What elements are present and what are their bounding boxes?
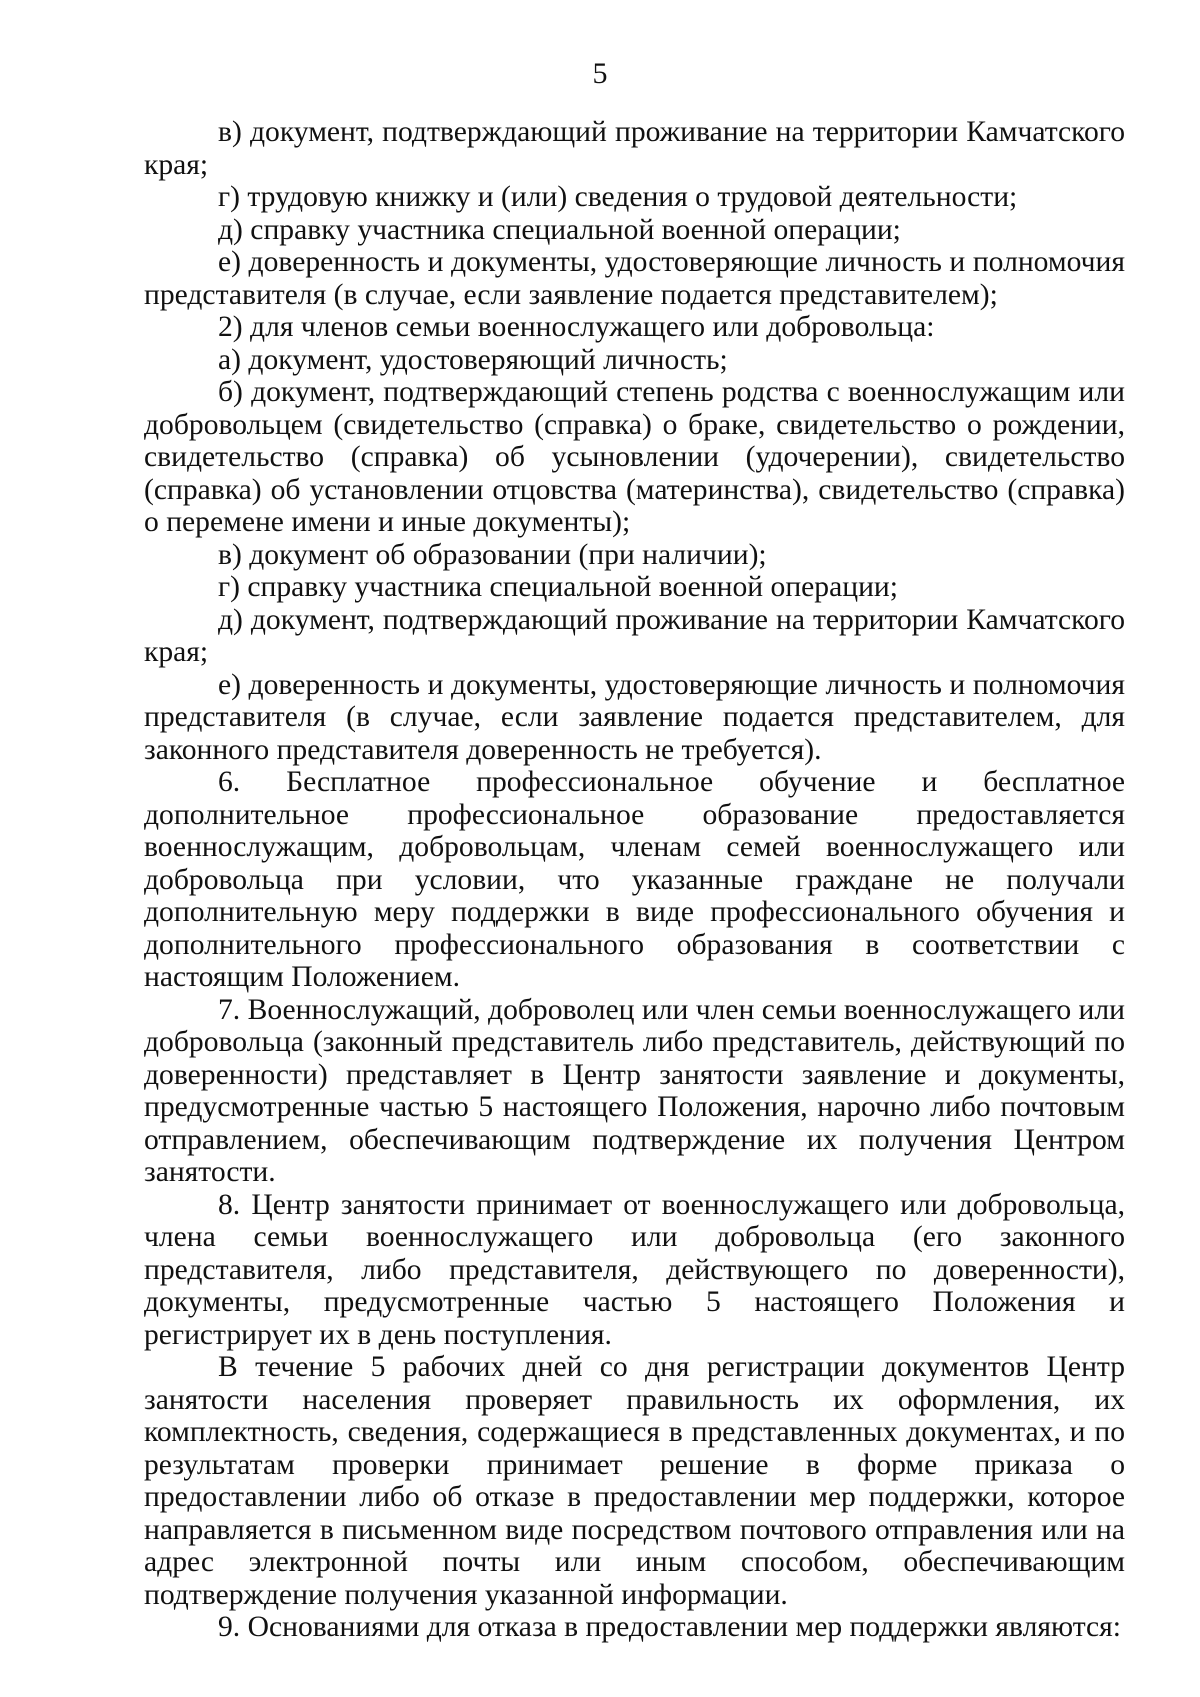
paragraph: д) справку участника специальной военной операции; <box>218 213 901 246</box>
paragraph: а) документ, удостоверяющий личность; <box>218 343 728 376</box>
paragraph: 6. Бесплатное профессиональное обучение и бесплатное дополнительное профессиональное образование предоставляется военнослужащим, добровольцам, членам семей военнослужащего или добровольца при условии, что указанные граждане не получали дополнительную меру поддержки в виде профессионального обучения и дополнительного профессионального образования в соответствии с настоящим Положением. <box>144 766 1125 993</box>
paragraph: 8. Центр занятости принимает от военнослужащего или добровольца, члена семьи военнослужащего или добровольца (его законного представителя, либо представителя, действующего по доверенности), документы, предусмотренные частью 5 настоящего Положения и регистрирует их в день поступления. <box>144 1188 1125 1351</box>
paragraph: 7. Военнослужащий, доброволец или член семьи военнослужащего или добровольца (законный представитель либо представитель, действующий по доверенности) представляет в Центр занятости заявление и документы, предусмотренные частью 5 настоящего Положения, нарочно либо почтовым отправлением, обеспечивающим подтверждение их получения Центром занятости. <box>144 993 1125 1188</box>
document-body <box>144 116 1125 1644</box>
paragraph: г) трудовую книжку и (или) сведения о трудовой деятельности; <box>218 181 1018 213</box>
page-number: 5 <box>592 57 608 90</box>
paragraph: б) документ, подтверждающий степень родства с военнослужащим или добровольцем (свидетельство (справка) о браке, свидетельство о рождении, свидетельство (справка) об усыновлении (удочерении), свидетельство (справка) об установлении отцовства (материнства), свидетельство (справка) о перемене имени и иные документы); <box>144 376 1125 538</box>
paragraph: г) справку участника специальной военной операции; <box>218 571 898 603</box>
paragraph: д) документ, подтверждающий проживание на территории Камчатского края; <box>144 603 1125 668</box>
paragraph: В течение 5 рабочих дней со дня регистрации документов Центр занятости населения проверяет правильность их оформления, их комплектность, сведения, содержащиеся в представленных документах, и по результатам проверки принимает решение в форме приказа о предоставлении либо об отказе в предоставлении мер поддержки, которое направляется в письменном виде посредством почтового отправления или на адрес электронной почты или иным способом, обеспечивающим подтверждение получения указанной информации. <box>144 1351 1125 1611</box>
paragraph: е) доверенность и документы, удостоверяющие личность и полномочия представителя (в случае, если заявление подается представителем); <box>144 246 1125 311</box>
paragraph: в) документ, подтверждающий проживание на территории Камчатского края; <box>144 116 1125 181</box>
paragraph: 9. Основаниями для отказа в предоставлении мер поддержки являются: <box>218 1611 1121 1643</box>
paragraph: в) документ об образовании (при наличии); <box>218 538 767 571</box>
paragraph: 2) для членов семьи военнослужащего или добровольца: <box>218 311 935 343</box>
paragraph: е) доверенность и документы, удостоверяющие личность и полномочия представителя (в случае, если заявление подается представителем, для законного представителя доверенность не требуется). <box>144 668 1125 766</box>
